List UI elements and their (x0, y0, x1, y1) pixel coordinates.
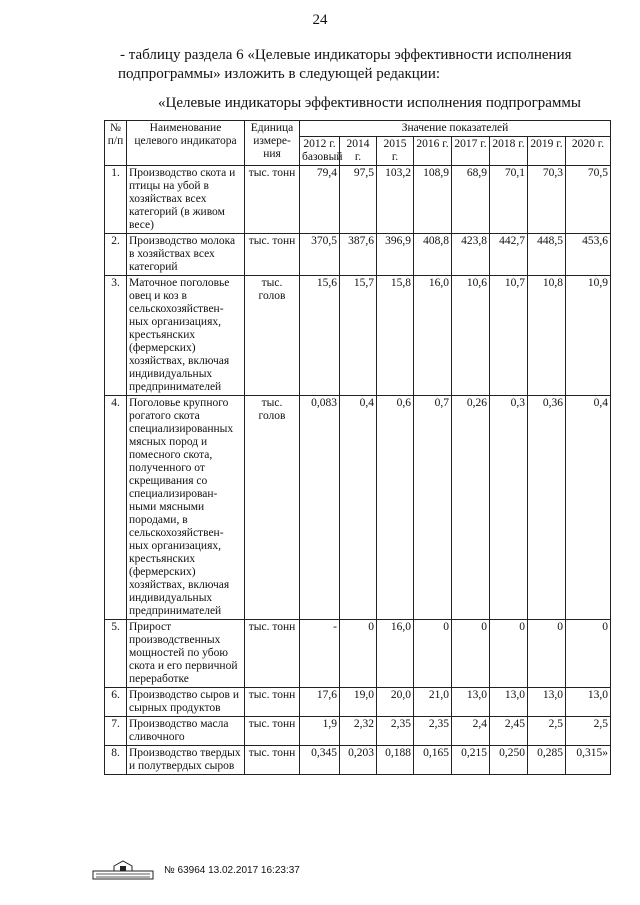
value-cell: 0,250 (490, 746, 528, 775)
value-cell: 68,9 (452, 166, 490, 234)
header-values-group: Значение показателей (300, 121, 611, 137)
value-cell: 0,4 (340, 396, 377, 620)
header-year: 2020 г. (566, 137, 611, 166)
row-number: 6. (105, 688, 127, 717)
row-number: 2. (105, 234, 127, 276)
indicator-name: Прирост производственных мощностей по убою скота и его первичной переработке (127, 620, 245, 688)
table-row (105, 396, 611, 620)
value-cell: 0 (340, 620, 377, 688)
value-cell: 13,0 (452, 688, 490, 717)
value-cell: 2,35 (377, 717, 414, 746)
row-number: 7. (105, 717, 127, 746)
unit-cell: тыс. тонн (245, 746, 300, 775)
value-cell: 0,3 (490, 396, 528, 620)
value-cell: 15,6 (300, 276, 340, 396)
value-cell: 103,2 (377, 166, 414, 234)
value-cell: 70,5 (566, 166, 611, 234)
indicators-table (104, 120, 611, 775)
value-cell: 2,32 (340, 717, 377, 746)
value-cell: 0,165 (414, 746, 452, 775)
value-cell: 70,3 (528, 166, 566, 234)
row-number: 5. (105, 620, 127, 688)
unit-cell: тыс. тонн (245, 688, 300, 717)
header-unit: Единица измере-ния (245, 121, 300, 166)
value-cell: 2,35 (414, 717, 452, 746)
value-cell: 442,7 (490, 234, 528, 276)
value-cell: 70,1 (490, 166, 528, 234)
value-cell: 20,0 (377, 688, 414, 717)
value-cell: 0,345 (300, 746, 340, 775)
value-cell: 2,5 (528, 717, 566, 746)
value-cell: 2,5 (566, 717, 611, 746)
header-year: 2014 г. (340, 137, 377, 166)
value-cell: 13,0 (490, 688, 528, 717)
intro-paragraph: - таблицу раздела 6 «Целевые индикаторы эффективности исполнения (120, 47, 572, 63)
document-registration-number: № 63964 13.02.2017 16:23:37 (164, 865, 300, 876)
table-row (105, 276, 611, 396)
value-cell: 10,8 (528, 276, 566, 396)
value-cell: 387,6 (340, 234, 377, 276)
value-cell: 453,6 (566, 234, 611, 276)
table-row (105, 746, 611, 775)
value-cell: 0 (528, 620, 566, 688)
unit-cell: тыс. голов (245, 276, 300, 396)
indicator-name: Производство твердых и полутвердых сыров (127, 746, 245, 775)
header-year: 2016 г. (414, 137, 452, 166)
value-cell: 13,0 (528, 688, 566, 717)
value-cell: 408,8 (414, 234, 452, 276)
value-cell: 0 (414, 620, 452, 688)
value-cell: 0,215 (452, 746, 490, 775)
header-year: 2018 г. (490, 137, 528, 166)
value-cell: 10,9 (566, 276, 611, 396)
value-cell: 21,0 (414, 688, 452, 717)
indicator-name: Производство сыров и сырных продуктов (127, 688, 245, 717)
table-row (105, 620, 611, 688)
value-cell: 370,5 (300, 234, 340, 276)
indicator-name: Поголовье крупного рогатого скота специализированных мясных пород и помесного скота, полученного от скрещивания со специализирован-ными мясными породами, в сельскохозяйствен-ных организациях, крестьянских (фермерских) хозяйствах, включая индивидуальных предпринимателей (127, 396, 245, 620)
header-year: 2017 г. (452, 137, 490, 166)
table-row (105, 688, 611, 717)
row-number: 8. (105, 746, 127, 775)
unit-cell: тыс. тонн (245, 166, 300, 234)
unit-cell: тыс. голов (245, 396, 300, 620)
value-cell: 0,36 (528, 396, 566, 620)
value-cell: 10,6 (452, 276, 490, 396)
value-cell: 17,6 (300, 688, 340, 717)
table-row (105, 234, 611, 276)
value-cell: 79,4 (300, 166, 340, 234)
value-cell: 16,0 (377, 620, 414, 688)
value-cell: 0 (452, 620, 490, 688)
value-cell: 1,9 (300, 717, 340, 746)
value-cell: 2,45 (490, 717, 528, 746)
value-cell: 0,188 (377, 746, 414, 775)
header-year: 2012 г. базовый (300, 137, 340, 166)
document-footer (92, 860, 392, 880)
value-cell: 0,203 (340, 746, 377, 775)
indicator-name: Производство скота и птицы на убой в хозяйствах всех категорий (в живом весе) (127, 166, 245, 234)
value-cell: 448,5 (528, 234, 566, 276)
unit-cell: тыс. тонн (245, 620, 300, 688)
value-cell: 0,083 (300, 396, 340, 620)
row-number: 1. (105, 166, 127, 234)
value-cell: 15,7 (340, 276, 377, 396)
header-year: 2019 г. (528, 137, 566, 166)
intro-paragraph-cont: подпрограммы» изложить в следующей редакции: (118, 66, 441, 82)
row-number: 4. (105, 396, 127, 620)
value-cell: 0,285 (528, 746, 566, 775)
value-cell: 396,9 (377, 234, 414, 276)
indicator-name: Маточное поголовье овец и коз в сельскохозяйствен-ных организациях, крестьянских (фермерских) хозяйствах, включая индивидуальных предпринимателей (127, 276, 245, 396)
value-cell: 15,8 (377, 276, 414, 396)
header-num: № п/п (105, 121, 127, 166)
indicator-name: Производство молока в хозяйствах всех категорий (127, 234, 245, 276)
row-number: 3. (105, 276, 127, 396)
indicator-name: Производство масла сливочного (127, 717, 245, 746)
value-cell: 0,26 (452, 396, 490, 620)
value-cell: 97,5 (340, 166, 377, 234)
value-cell: 16,0 (414, 276, 452, 396)
header-name: Наименование целевого индикатора (127, 121, 245, 166)
table-title: «Целевые индикаторы эффективности исполнения подпрограммы (158, 95, 581, 111)
unit-cell: тыс. тонн (245, 234, 300, 276)
value-cell: 2,4 (452, 717, 490, 746)
unit-cell: тыс. тонн (245, 717, 300, 746)
table-row (105, 717, 611, 746)
value-cell: 10,7 (490, 276, 528, 396)
value-cell: 0 (566, 620, 611, 688)
registry-stamp-icon (92, 860, 154, 880)
table-row (105, 166, 611, 234)
value-cell: 423,8 (452, 234, 490, 276)
value-cell: 13,0 (566, 688, 611, 717)
value-cell: 0,315» (566, 746, 611, 775)
header-year: 2015 г. (377, 137, 414, 166)
value-cell: 0 (490, 620, 528, 688)
value-cell: 108,9 (414, 166, 452, 234)
value-cell: - (300, 620, 340, 688)
value-cell: 0,6 (377, 396, 414, 620)
value-cell: 19,0 (340, 688, 377, 717)
value-cell: 0,7 (414, 396, 452, 620)
value-cell: 0,4 (566, 396, 611, 620)
page-number: 24 (312, 12, 328, 28)
